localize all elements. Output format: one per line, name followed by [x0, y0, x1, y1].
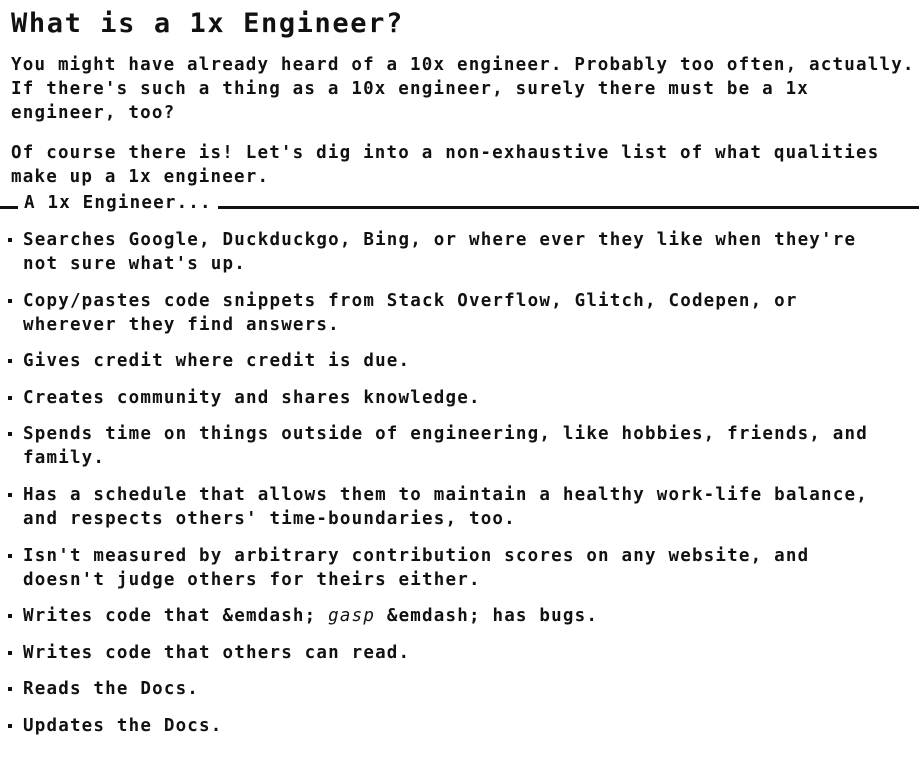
- list-item-text: [23, 606, 598, 626]
- list-item: [0, 604, 919, 628]
- list-item-text: Isn't measured by arbitrary contribution scores on any website, and doesn't judge others for theirs either.: [23, 545, 810, 590]
- list-item: [0, 544, 919, 592]
- intro-paragraph: Of course there is! Let's dig into a non-exhaustive list of what qualities make up a 1x engineer.: [11, 143, 880, 187]
- list-item-text-end: &emdash; has bugs.: [375, 606, 599, 627]
- list-item-text: Copy/pastes code snippets from Stack Overflow, Glitch, Codepen, or wherever they find answers.: [23, 290, 798, 335]
- list-item-text: Spends time on things outside of engineering, like hobbies, friends, and family.: [23, 424, 868, 469]
- list-item-text: Searches Google, Duckduckgo, Bing, or where ever they like when they're not sure what's up.: [23, 230, 857, 274]
- list-item-text: Reads the Docs.: [23, 679, 200, 700]
- list-item: [0, 483, 919, 531]
- bullet-icon: [8, 724, 12, 728]
- list-item: [0, 349, 919, 373]
- list-item: [0, 641, 919, 665]
- list-item: [0, 677, 919, 701]
- section-legend: A 1x Engineer...: [18, 191, 218, 215]
- list-item-text: Creates community and shares knowledge.: [23, 387, 481, 408]
- page-title: What is a 1x Engineer?: [11, 8, 404, 39]
- bullet-icon: [8, 396, 12, 400]
- bullet-icon: [8, 299, 12, 303]
- list-item: [0, 289, 919, 337]
- bullet-icon: [8, 614, 12, 618]
- emphasis-text: gasp: [328, 606, 376, 627]
- list-item-text: Has a schedule that allows them to maintain a healthy work-life balance, and respects others' time-boundaries, too.: [23, 484, 868, 529]
- list-item-text: Writes code that others can read.: [23, 642, 411, 663]
- intro-paragraph: You might have already heard of a 10x engineer. Probably too often, actually. If there's such a thing as a 10x engineer, surely there must be a 1x engineer, too?: [11, 55, 915, 123]
- list-item: [0, 228, 919, 276]
- list-item: [0, 386, 919, 410]
- bullet-icon: [8, 238, 12, 242]
- list-item-text: Updates the Docs.: [23, 715, 223, 736]
- bullet-icon: [8, 687, 12, 691]
- list-item: [0, 714, 919, 738]
- bullet-icon: [8, 651, 12, 655]
- qualities-list: [0, 228, 919, 751]
- bullet-icon: [8, 359, 12, 363]
- list-item: [0, 422, 919, 470]
- bullet-icon: [8, 554, 12, 558]
- list-item-text-start: Writes code that &emdash;: [23, 606, 329, 627]
- bullet-icon: [8, 432, 12, 436]
- list-item-text: Gives credit where credit is due.: [23, 351, 411, 372]
- bullet-icon: [8, 493, 12, 497]
